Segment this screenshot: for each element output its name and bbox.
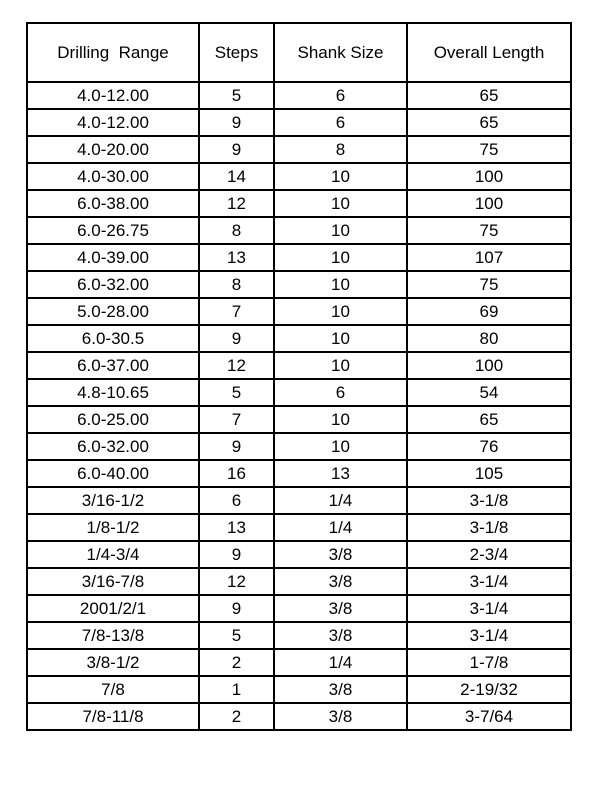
- steps-cell: 9: [199, 595, 274, 622]
- drilling-range-cell: 3/16-1/2: [27, 487, 199, 514]
- shank-size-cell: 3/8: [274, 541, 407, 568]
- table-row: [27, 406, 571, 433]
- shank-size-cell: 8: [274, 136, 407, 163]
- steps-cell: 7: [199, 406, 274, 433]
- table-row: [27, 136, 571, 163]
- overall-length-cell: 65: [407, 406, 571, 433]
- drilling-range-cell: 1/4-3/4: [27, 541, 199, 568]
- overall-length-cell: 2-3/4: [407, 541, 571, 568]
- table-row: [27, 163, 571, 190]
- overall-length-cell: 1-7/8: [407, 649, 571, 676]
- overall-length-cell: 75: [407, 217, 571, 244]
- steps-cell: 5: [199, 622, 274, 649]
- steps-cell: 16: [199, 460, 274, 487]
- table-row: [27, 568, 571, 595]
- steps-cell: 2: [199, 649, 274, 676]
- shank-size-cell: 1/4: [274, 487, 407, 514]
- overall-length-cell: 65: [407, 109, 571, 136]
- shank-size-cell: 10: [274, 217, 407, 244]
- drilling-range-cell: 4.8-10.65: [27, 379, 199, 406]
- table-row: [27, 271, 571, 298]
- steps-cell: 14: [199, 163, 274, 190]
- drilling-range-cell: 7/8: [27, 676, 199, 703]
- drilling-range-cell: 6.0-32.00: [27, 271, 199, 298]
- shank-size-cell: 13: [274, 460, 407, 487]
- steps-cell: 5: [199, 82, 274, 109]
- overall-length-cell: 3-1/8: [407, 514, 571, 541]
- overall-length-cell: 100: [407, 190, 571, 217]
- overall-length-cell: 80: [407, 325, 571, 352]
- table-row: [27, 514, 571, 541]
- drilling-range-cell: 6.0-40.00: [27, 460, 199, 487]
- table-row: [27, 676, 571, 703]
- steps-cell: 12: [199, 190, 274, 217]
- drill-spec-table: [26, 22, 572, 731]
- overall-length-cell: 69: [407, 298, 571, 325]
- header-row: [27, 23, 571, 82]
- overall-length-cell: 3-1/4: [407, 595, 571, 622]
- table-row: [27, 433, 571, 460]
- overall-length-cell: 3-7/64: [407, 703, 571, 730]
- drilling-range-cell: 3/16-7/8: [27, 568, 199, 595]
- overall-length-cell: 76: [407, 433, 571, 460]
- drilling-range-cell: 3/8-1/2: [27, 649, 199, 676]
- header-steps: Steps: [199, 23, 274, 82]
- steps-cell: 9: [199, 109, 274, 136]
- steps-cell: 8: [199, 271, 274, 298]
- drilling-range-cell: 4.0-12.00: [27, 82, 199, 109]
- drilling-range-cell: 6.0-32.00: [27, 433, 199, 460]
- overall-length-cell: 75: [407, 271, 571, 298]
- table-row: [27, 649, 571, 676]
- overall-length-cell: 65: [407, 82, 571, 109]
- shank-size-cell: 3/8: [274, 676, 407, 703]
- table-row: [27, 190, 571, 217]
- steps-cell: 12: [199, 352, 274, 379]
- overall-length-cell: 54: [407, 379, 571, 406]
- table-row: [27, 379, 571, 406]
- shank-size-cell: 3/8: [274, 568, 407, 595]
- shank-size-cell: 10: [274, 244, 407, 271]
- table-row: [27, 541, 571, 568]
- drilling-range-cell: 6.0-26.75: [27, 217, 199, 244]
- table-row: [27, 595, 571, 622]
- header-overall-length: Overall Length: [407, 23, 571, 82]
- steps-cell: 6: [199, 487, 274, 514]
- shank-size-cell: 3/8: [274, 703, 407, 730]
- drilling-range-cell: 4.0-39.00: [27, 244, 199, 271]
- table-row: [27, 244, 571, 271]
- table-row: [27, 460, 571, 487]
- shank-size-cell: 6: [274, 379, 407, 406]
- table-row: [27, 622, 571, 649]
- shank-size-cell: 1/4: [274, 514, 407, 541]
- drilling-range-cell: 6.0-37.00: [27, 352, 199, 379]
- table-row: [27, 109, 571, 136]
- drilling-range-cell: 4.0-12.00: [27, 109, 199, 136]
- shank-size-cell: 6: [274, 109, 407, 136]
- shank-size-cell: 10: [274, 271, 407, 298]
- steps-cell: 1: [199, 676, 274, 703]
- overall-length-cell: 107: [407, 244, 571, 271]
- steps-cell: 12: [199, 568, 274, 595]
- drilling-range-cell: 6.0-30.5: [27, 325, 199, 352]
- table-row: [27, 217, 571, 244]
- shank-size-cell: 10: [274, 298, 407, 325]
- drilling-range-cell: 4.0-30.00: [27, 163, 199, 190]
- drilling-range-cell: 6.0-38.00: [27, 190, 199, 217]
- table-row: [27, 325, 571, 352]
- table-body: [27, 82, 571, 730]
- steps-cell: 9: [199, 433, 274, 460]
- drilling-range-cell: 7/8-13/8: [27, 622, 199, 649]
- overall-length-cell: 3-1/4: [407, 568, 571, 595]
- shank-size-cell: 10: [274, 406, 407, 433]
- steps-cell: 9: [199, 541, 274, 568]
- steps-cell: 8: [199, 217, 274, 244]
- overall-length-cell: 75: [407, 136, 571, 163]
- table-row: [27, 82, 571, 109]
- table-row: [27, 352, 571, 379]
- shank-size-cell: 10: [274, 325, 407, 352]
- table-row: [27, 703, 571, 730]
- shank-size-cell: 10: [274, 433, 407, 460]
- shank-size-cell: 10: [274, 352, 407, 379]
- drilling-range-cell: 6.0-25.00: [27, 406, 199, 433]
- header-shank-size: Shank Size: [274, 23, 407, 82]
- overall-length-cell: 3-1/4: [407, 622, 571, 649]
- table-row: [27, 487, 571, 514]
- drilling-range-cell: 5.0-28.00: [27, 298, 199, 325]
- steps-cell: 2: [199, 703, 274, 730]
- steps-cell: 9: [199, 136, 274, 163]
- drilling-range-cell: 7/8-11/8: [27, 703, 199, 730]
- steps-cell: 13: [199, 244, 274, 271]
- shank-size-cell: 6: [274, 82, 407, 109]
- shank-size-cell: 10: [274, 163, 407, 190]
- shank-size-cell: 10: [274, 190, 407, 217]
- steps-cell: 13: [199, 514, 274, 541]
- shank-size-cell: 3/8: [274, 595, 407, 622]
- shank-size-cell: 1/4: [274, 649, 407, 676]
- shank-size-cell: 3/8: [274, 622, 407, 649]
- header-drilling-range: Drilling Range: [27, 23, 199, 82]
- table-row: [27, 298, 571, 325]
- overall-length-cell: 100: [407, 352, 571, 379]
- overall-length-cell: 100: [407, 163, 571, 190]
- overall-length-cell: 105: [407, 460, 571, 487]
- overall-length-cell: 2-19/32: [407, 676, 571, 703]
- drilling-range-cell: 1/8-1/2: [27, 514, 199, 541]
- steps-cell: 9: [199, 325, 274, 352]
- drilling-range-cell: 2001/2/1: [27, 595, 199, 622]
- steps-cell: 7: [199, 298, 274, 325]
- overall-length-cell: 3-1/8: [407, 487, 571, 514]
- drilling-range-cell: 4.0-20.00: [27, 136, 199, 163]
- steps-cell: 5: [199, 379, 274, 406]
